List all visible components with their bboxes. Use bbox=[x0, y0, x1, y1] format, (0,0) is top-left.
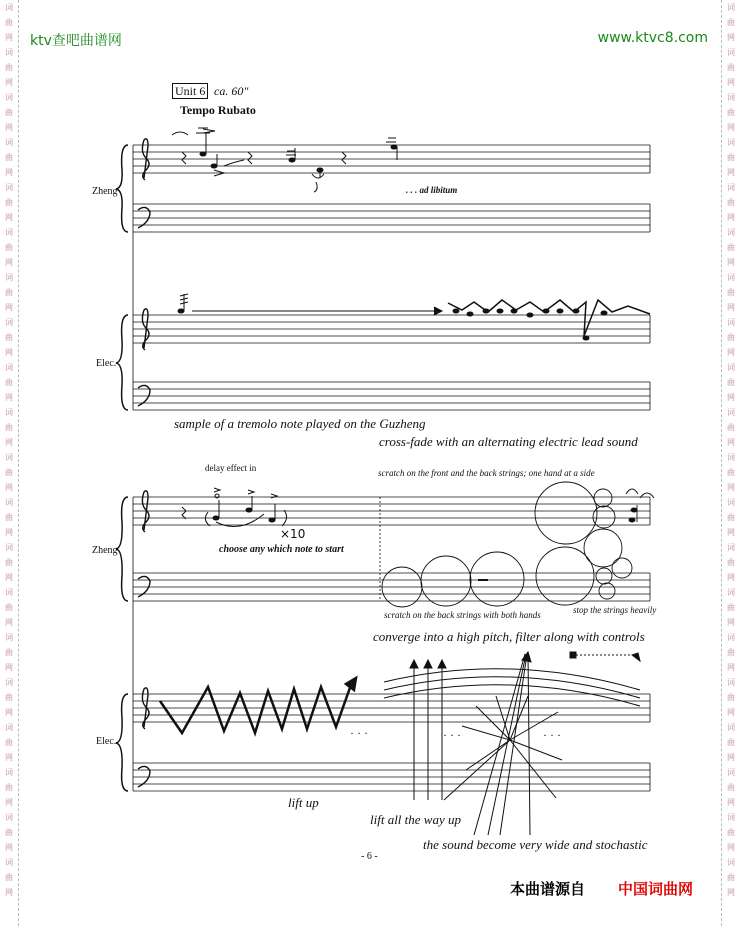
side-watermark-glyph: 曲 bbox=[5, 243, 13, 252]
watermark-right: www.ktvc8.com bbox=[597, 30, 708, 46]
tempo-marking: Tempo Rubato bbox=[180, 103, 256, 117]
caption-tremolo: sample of a tremolo note played on the Guzheng bbox=[174, 416, 426, 431]
side-watermark-glyph: 曲 bbox=[727, 423, 735, 432]
side-watermark-glyph: 曲 bbox=[727, 153, 735, 162]
side-watermark-glyph: 词 bbox=[727, 138, 735, 147]
side-watermark-glyph: 网 bbox=[5, 168, 13, 177]
dots-1: · · · bbox=[350, 726, 368, 740]
side-watermark-glyph: 曲 bbox=[5, 513, 13, 522]
side-watermark-glyph: 网 bbox=[727, 258, 735, 267]
side-watermark-glyph: 词 bbox=[5, 318, 13, 327]
caption-crossfade: cross-fade with an alternating electric lead sound bbox=[379, 434, 638, 449]
side-watermark-glyph: 网 bbox=[727, 438, 735, 447]
wide-sound-label: the sound become very wide and stochastic bbox=[423, 837, 648, 852]
side-watermark-glyph: 网 bbox=[5, 213, 13, 222]
side-watermark-glyph: 词 bbox=[727, 3, 735, 12]
side-watermark-glyph: 网 bbox=[727, 213, 735, 222]
side-watermark-glyph: 网 bbox=[5, 618, 13, 627]
side-watermark-glyph: 网 bbox=[5, 708, 13, 717]
side-watermark-glyph: 曲 bbox=[5, 603, 13, 612]
side-watermark-glyph: 曲 bbox=[5, 423, 13, 432]
side-watermark-glyph: 词 bbox=[727, 498, 735, 507]
side-watermark-glyph: 曲 bbox=[727, 783, 735, 792]
staff-zheng-bass-1 bbox=[133, 204, 650, 232]
side-watermark-glyph: 网 bbox=[727, 528, 735, 537]
side-watermark-glyph: 词 bbox=[727, 48, 735, 57]
side-watermark-glyph: 词 bbox=[727, 453, 735, 462]
side-watermark-glyph: 网 bbox=[5, 258, 13, 267]
ad-libitum: . . . ad libitum bbox=[406, 185, 458, 195]
side-watermark-glyph: 词 bbox=[727, 363, 735, 372]
side-watermark-glyph: 词 bbox=[5, 93, 13, 102]
side-watermark-glyph: 曲 bbox=[5, 693, 13, 702]
side-watermark-glyph: 曲 bbox=[727, 738, 735, 747]
side-watermark-glyph: 曲 bbox=[5, 558, 13, 567]
side-watermark-glyph: 词 bbox=[5, 273, 13, 282]
side-watermark-glyph: 曲 bbox=[727, 603, 735, 612]
side-watermark-glyph: 曲 bbox=[5, 288, 13, 297]
side-watermark-glyph: 网 bbox=[5, 753, 13, 762]
side-watermark-glyph: 曲 bbox=[727, 558, 735, 567]
side-watermark-glyph: 网 bbox=[5, 663, 13, 672]
side-watermark-glyph: 曲 bbox=[5, 63, 13, 72]
side-watermark-glyph: 词 bbox=[5, 408, 13, 417]
side-watermark-glyph: 词 bbox=[5, 138, 13, 147]
side-watermark-glyph: 曲 bbox=[5, 378, 13, 387]
elec-zigzag-2 bbox=[160, 678, 356, 733]
side-watermark-glyph: 网 bbox=[5, 843, 13, 852]
side-watermark-glyph: 网 bbox=[727, 78, 735, 87]
side-watermark-glyph: 词 bbox=[727, 93, 735, 102]
side-watermark-glyph: 网 bbox=[727, 123, 735, 132]
side-watermark-glyph: 曲 bbox=[727, 243, 735, 252]
side-watermark-glyph: 网 bbox=[727, 348, 735, 357]
side-watermark-glyph: 词 bbox=[727, 183, 735, 192]
side-watermark-glyph: 词 bbox=[5, 723, 13, 732]
side-watermark-glyph: 曲 bbox=[5, 108, 13, 117]
side-watermark-glyph: 曲 bbox=[5, 468, 13, 477]
side-watermark-glyph: 词 bbox=[727, 633, 735, 642]
side-watermark-glyph: 曲 bbox=[5, 198, 13, 207]
side-watermark-glyph: 网 bbox=[727, 753, 735, 762]
side-watermark-glyph: 曲 bbox=[5, 828, 13, 837]
side-watermark-glyph: 词 bbox=[727, 273, 735, 282]
side-watermark-glyph: 网 bbox=[5, 888, 13, 897]
side-watermark-glyph: 网 bbox=[727, 618, 735, 627]
side-watermark-glyph: 曲 bbox=[5, 18, 13, 27]
side-watermark-glyph: 曲 bbox=[727, 288, 735, 297]
side-watermark-glyph: 网 bbox=[727, 798, 735, 807]
side-watermark-glyph: 词 bbox=[5, 453, 13, 462]
choose-note-label: choose any which note to start bbox=[219, 544, 344, 555]
side-watermark-glyph: 网 bbox=[5, 528, 13, 537]
dots-3: · · · bbox=[543, 728, 561, 742]
side-watermark-glyph: 网 bbox=[727, 663, 735, 672]
side-watermark-glyph: 词 bbox=[5, 678, 13, 687]
unit-box: Unit 6 bbox=[172, 83, 208, 99]
delay-effect-label: delay effect in bbox=[205, 463, 257, 473]
side-watermark-glyph: 曲 bbox=[727, 693, 735, 702]
side-watermark-glyph: 网 bbox=[727, 708, 735, 717]
side-watermark-glyph: 网 bbox=[5, 303, 13, 312]
side-watermark-glyph: 网 bbox=[5, 573, 13, 582]
side-watermark-glyph: 词 bbox=[727, 228, 735, 237]
side-watermark-glyph: 曲 bbox=[727, 828, 735, 837]
watermark-left: ktv查吧曲谱网 bbox=[30, 33, 122, 49]
footer-source-label: 本曲谱源自 bbox=[510, 880, 586, 898]
side-watermark-glyph: 曲 bbox=[727, 198, 735, 207]
duration-label: ca. 60" bbox=[214, 84, 249, 98]
stop-strings-label: stop the strings heavily bbox=[573, 605, 657, 615]
side-watermark-glyph: 词 bbox=[727, 813, 735, 822]
side-watermark-glyph: 曲 bbox=[5, 648, 13, 657]
side-watermark-glyph: 网 bbox=[5, 393, 13, 402]
side-watermark-glyph: 网 bbox=[5, 78, 13, 87]
side-watermark-glyph: 曲 bbox=[727, 378, 735, 387]
repeat-count: ×10 bbox=[280, 527, 306, 541]
side-watermark-glyph: 曲 bbox=[5, 873, 13, 882]
lift-all-label: lift all the way up bbox=[370, 812, 461, 827]
lift-up-label: lift up bbox=[288, 795, 319, 810]
side-watermark-glyph: 网 bbox=[5, 798, 13, 807]
side-watermark-glyph: 曲 bbox=[5, 738, 13, 747]
converge-label: converge into a high pitch, filter along with controls bbox=[373, 629, 645, 644]
side-watermark-glyph: 网 bbox=[727, 393, 735, 402]
side-watermark-glyph: 词 bbox=[5, 543, 13, 552]
zheng-notes-1 bbox=[172, 128, 397, 192]
scratch-circles bbox=[382, 482, 654, 607]
side-watermark-glyph: 词 bbox=[727, 318, 735, 327]
side-watermark-glyph: 词 bbox=[5, 633, 13, 642]
side-watermark-glyph: 曲 bbox=[5, 333, 13, 342]
side-watermark-glyph: 曲 bbox=[727, 18, 735, 27]
side-watermark-glyph: 词 bbox=[727, 408, 735, 417]
side-watermark-glyph: 曲 bbox=[727, 108, 735, 117]
side-watermark-glyph: 词 bbox=[5, 768, 13, 777]
side-watermark-glyph: 词 bbox=[5, 813, 13, 822]
scratch-front-label: scratch on the front and the back strings; one hand at a side bbox=[378, 468, 595, 478]
side-watermark-glyph: 网 bbox=[5, 438, 13, 447]
side-watermark-glyph: 曲 bbox=[727, 648, 735, 657]
side-watermark-glyph: 词 bbox=[5, 48, 13, 57]
scratch-back-label: scratch on the back strings with both hands bbox=[384, 610, 541, 620]
instrument-zheng-2: Zheng bbox=[92, 545, 118, 556]
staff-zheng-treble-1 bbox=[133, 145, 650, 173]
side-watermark-glyph: 曲 bbox=[727, 333, 735, 342]
side-watermark-glyph: 曲 bbox=[727, 513, 735, 522]
side-watermark-glyph: 网 bbox=[727, 33, 735, 42]
side-watermark-glyph: 网 bbox=[727, 573, 735, 582]
side-watermark-glyph: 词 bbox=[5, 588, 13, 597]
side-watermark-glyph: 曲 bbox=[5, 153, 13, 162]
side-watermark-glyph: 网 bbox=[5, 348, 13, 357]
side-watermark-glyph: 曲 bbox=[5, 783, 13, 792]
staff-elec-bass-2 bbox=[133, 763, 650, 791]
staff-zheng-treble-2 bbox=[133, 497, 650, 525]
side-watermark-glyph: 网 bbox=[5, 483, 13, 492]
instrument-elec-2: Elec. bbox=[96, 736, 117, 747]
side-watermark-glyph: 词 bbox=[5, 228, 13, 237]
side-watermark-glyph: 词 bbox=[5, 183, 13, 192]
side-watermark-glyph: 网 bbox=[727, 843, 735, 852]
side-watermark-glyph: 网 bbox=[727, 888, 735, 897]
side-watermark-glyph: 词 bbox=[5, 498, 13, 507]
side-watermark-glyph: 词 bbox=[727, 858, 735, 867]
side-watermark-glyph: 词 bbox=[5, 3, 13, 12]
elec-arcs-2 bbox=[384, 652, 640, 835]
side-watermark-glyph: 网 bbox=[727, 483, 735, 492]
side-watermark-glyph: 词 bbox=[727, 543, 735, 552]
side-watermark-glyph: 词 bbox=[727, 768, 735, 777]
side-watermark-glyph: 网 bbox=[727, 303, 735, 312]
side-watermark-glyph: 网 bbox=[727, 168, 735, 177]
staff-elec-treble-2 bbox=[133, 694, 650, 722]
footer-site-name: 中国词曲网 bbox=[618, 880, 694, 898]
staff-elec-treble-1 bbox=[133, 315, 650, 343]
side-watermark-glyph: 词 bbox=[727, 723, 735, 732]
side-watermark-glyph: 词 bbox=[5, 363, 13, 372]
instrument-elec-1: Elec. bbox=[96, 358, 117, 369]
side-watermark-glyph: 网 bbox=[5, 33, 13, 42]
side-watermark-glyph: 词 bbox=[727, 588, 735, 597]
side-watermark-glyph: 词 bbox=[5, 858, 13, 867]
elec-line-1 bbox=[178, 294, 650, 340]
side-watermark-glyph: 曲 bbox=[727, 468, 735, 477]
dots-2: · · · bbox=[443, 728, 461, 742]
staff-elec-bass-1 bbox=[133, 382, 650, 410]
page-number: - 6 - bbox=[361, 851, 378, 862]
instrument-zheng-1: Zheng bbox=[92, 186, 118, 197]
side-watermark-glyph: 曲 bbox=[727, 63, 735, 72]
side-watermark-glyph: 网 bbox=[5, 123, 13, 132]
staff-zheng-bass-2 bbox=[133, 573, 650, 601]
side-watermark-glyph: 曲 bbox=[727, 873, 735, 882]
side-watermark-glyph: 词 bbox=[727, 678, 735, 687]
delay-notes bbox=[182, 488, 287, 527]
